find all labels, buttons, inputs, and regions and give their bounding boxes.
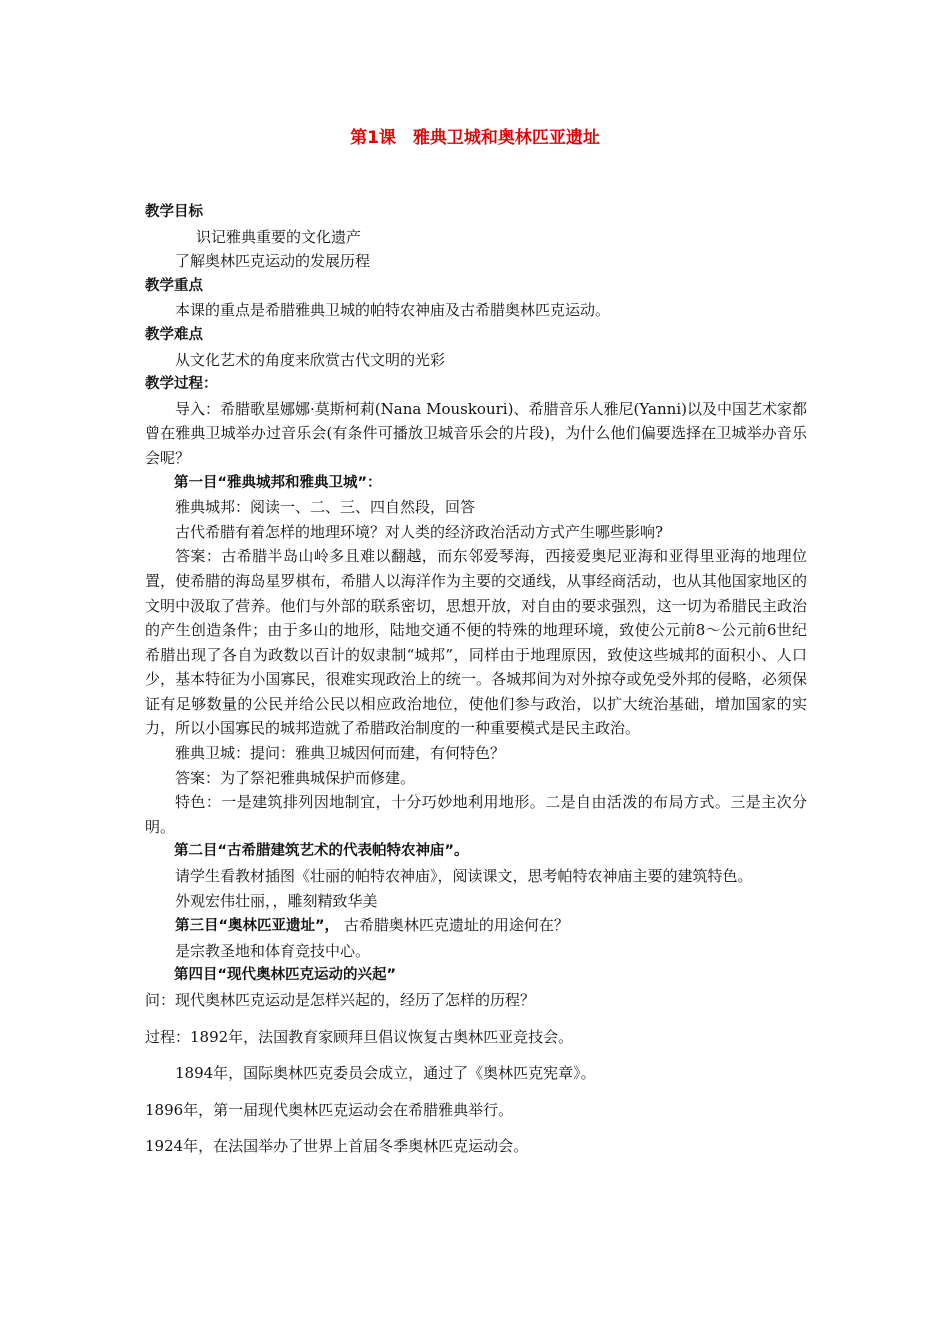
question: 雅典卫城：提问：雅典卫城因何而建，有何特色？ — [175, 744, 506, 763]
intro-paragraph: 导入：希腊歌星娜娜·莫斯柯莉(Nana Mouskouri)、希腊音乐人雅尼(Yanni)以及中国艺术家都曾在雅典卫城举办过音乐会(有条件可播放卫城音乐会的片段)，为什么他们偏要选择在卫城举办音乐会呢？ — [145, 399, 807, 467]
section-heading-goals: 教学目标 — [145, 204, 203, 220]
part-four-heading: 第四目“现代奥林匹克运动的兴起” — [174, 967, 397, 984]
section-heading-key: 教学重点 — [145, 277, 203, 294]
paragraph: 雅典城邦：阅读一、二、三、四自然段，回答 — [175, 498, 476, 517]
section-heading-process: 教学过程： — [145, 376, 218, 393]
goal-item: 识记雅典重要的文化遗产 — [196, 227, 362, 246]
history-item: 过程：1892年，法国教育家顾拜旦倡议恢复古奥林匹亚竞技会。 — [145, 1027, 574, 1046]
section-heading-difficulty: 教学难点 — [145, 326, 203, 343]
question: 问：现代奥林匹克运动是怎样兴起的，经历了怎样的历程？ — [145, 991, 536, 1009]
question: 古代希腊有着怎样的地理环境？对人类的经济政治活动方式产生哪些影响? — [175, 522, 664, 541]
goal-item: 了解奥林匹克运动的发展历程 — [175, 252, 371, 271]
question: 古希腊奥林匹克遗址的用途何在？ — [339, 916, 569, 935]
part-two-heading: 第二目“古希腊建筑艺术的代表帕特农神庙”。 — [174, 843, 469, 860]
answer-paragraph: 答案：古希腊半岛山岭多且难以翻越，而东邻爱琴海，西接爱奥尼亚海和亚得里亚海的地理位置，使希腊的海岛星罗棋布，希腊人以海洋作为主要的交通线，从事经商活动，也从其他国家地区的文明中汲取了营养。他们与外部的联系密切，思想开放，对自由的要求强烈，这一切为希腊民主政治的产生创造条件；由于多山的地形，陆地交通不便的特殊的地理环境，致使公元前8～公元前6世纪希腊出现了各自为政数以百计的奴隶制“城邦”，同样由于地理原因，致使这些城邦的面积小、人口少，基本特征为小国寡民，很难实现政治上的统一。各城邦间为对外掠夺或免受外邦的侵略，必须保证有足够数量的公民并给公民以相应政治地位，使他们参与政治，以扩大统治基础，增加国家的实力，所以小国寡民的城邦造就了希腊政治制度的一种重要模式是民主政治。 — [145, 547, 807, 738]
part-three-heading: 第三目“奥林匹亚遗址”， — [175, 918, 340, 935]
answer: 是宗教圣地和体育竞技中心。 — [175, 941, 371, 960]
history-item: 1896年，第一届现代奥林匹克运动会在希腊雅典举行。 — [145, 1100, 514, 1119]
difficulty-point: 从文化艺术的角度来欣赏古代文明的光彩 — [175, 350, 446, 369]
part-three-line — [145, 913, 807, 939]
paragraph: 特色：一是建筑排列因地制宜，十分巧妙地利用地形。二是自由活泼的布局方式。三是主次分明。 — [145, 793, 807, 836]
history-item: 1894年，国际奥林匹克委员会成立，通过了《奥林匹克宪章》。 — [175, 1064, 596, 1083]
lesson-body — [145, 200, 807, 1159]
answer: 外观宏伟壮丽，，雕刻精致华美 — [175, 891, 378, 910]
answer: 答案：为了祭祀雅典城保护而修建。 — [175, 768, 416, 787]
lesson-title: 第1课 雅典卫城和奥林匹亚遗址 — [350, 128, 600, 148]
history-item: 1924年，在法国举办了世界上首届冬季奥林匹克运动会。 — [145, 1137, 529, 1156]
paragraph: 请学生看教材插图《壮丽的帕特农神庙》，阅读课文，思考帕特农神庙主要的建筑特色。 — [175, 867, 753, 886]
part-one-heading: 第一目“雅典城邦和雅典卫城”： — [174, 474, 382, 491]
key-point: 本课的重点是希腊雅典卫城的帕特农神庙及古希腊奥林匹克运动。 — [175, 301, 611, 320]
